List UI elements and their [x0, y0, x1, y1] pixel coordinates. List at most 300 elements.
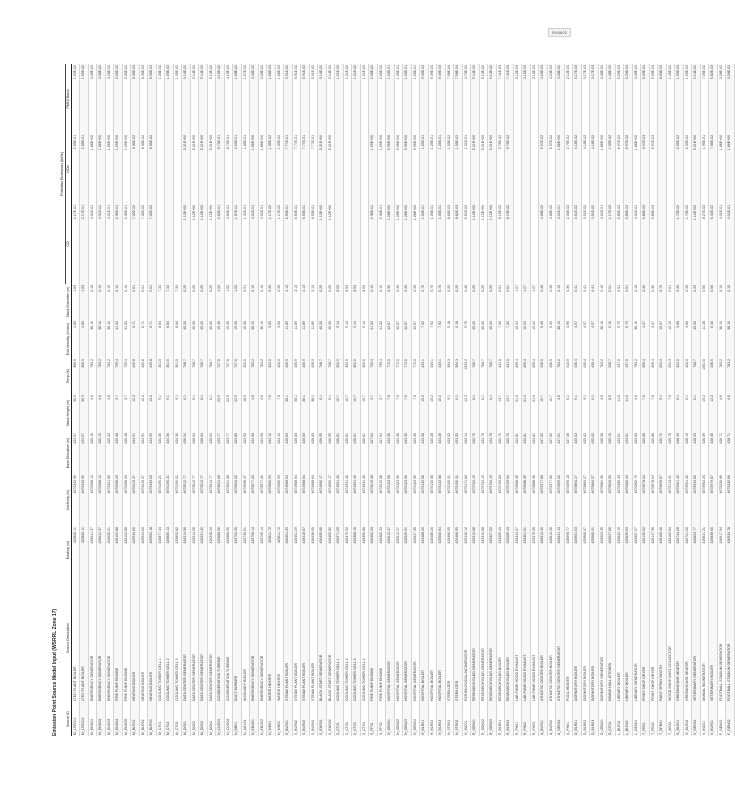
table-cell: 5.21E+00 [199, 134, 208, 204]
table-cell: 4.01E-01 [717, 204, 726, 284]
table-cell: 5.49 [547, 320, 556, 358]
table-cell: 4675621.08 [224, 474, 233, 526]
table-cell: 6.53E-01 [292, 204, 301, 284]
table-cell: 4674988.64 [284, 474, 293, 526]
table-cell: 7.98E-04 [445, 64, 454, 134]
table-cell: 1.59E-03 [683, 64, 692, 134]
table-cell: 18.3 [241, 394, 250, 432]
table-cell: 425.02 [581, 432, 590, 474]
table-cell: 4.01E-01 [105, 204, 114, 284]
table-caption: Emission Point Source Model Input (WSRRL Zone 17) [52, 608, 58, 736]
table-cell: 10.7 [343, 394, 352, 432]
table-cell: 0.25 [326, 284, 335, 320]
table-cell: 441.5 [505, 358, 514, 394]
table-cell: 1.05E-01 [437, 204, 446, 284]
table-cell: N_DB01 [233, 702, 242, 736]
table-body [71, 64, 734, 736]
table-cell: N_COG02 [224, 702, 233, 736]
table-cell: 1.39E-02 [275, 134, 284, 204]
table-cell: 4675702.19 [488, 474, 497, 526]
table-cell: 6.1 [207, 394, 216, 432]
table-cell: HOSPITAL GENERATOR [386, 574, 395, 702]
table-cell: 41.52 [122, 320, 131, 358]
table-row [216, 64, 225, 736]
table-cell: 783.2 [105, 358, 114, 394]
table-cell: 755.4 [377, 358, 386, 394]
table-cell: 1.21E-02 [352, 64, 361, 134]
table-cell: 427.04 [377, 432, 386, 474]
table-row [624, 64, 633, 736]
table-cell: 10.67 [658, 320, 667, 358]
table-cell: 38.10 [632, 320, 641, 358]
table-cell: 4675634.52 [233, 474, 242, 526]
table-cell: 426003.35 [598, 526, 607, 574]
table-cell: STERILIZER [454, 574, 463, 702]
col-pm: PM10 Basis [66, 64, 71, 134]
table-cell: 1.12E+00 [318, 204, 327, 284]
table-cell: F_GEN02 [726, 702, 735, 736]
table-cell: 426231.40 [199, 526, 208, 574]
table-cell: M_ENG04 [114, 702, 123, 736]
table-cell: 301.5 [165, 358, 174, 394]
table-cell: 426.95 [318, 432, 327, 474]
table-cell: 4.01E-01 [598, 204, 607, 284]
table-cell: 426214.56 [182, 526, 191, 574]
table-cell: 2.58E-01 [71, 134, 80, 204]
table-cell: HEATING BOILER [148, 574, 157, 702]
table-row [386, 64, 395, 736]
table-cell: 6.97E-03 [649, 134, 658, 204]
table-cell: M_LTEC02 [80, 702, 89, 736]
table-row [343, 64, 352, 736]
table-cell: M_CT02 [165, 702, 174, 736]
table-cell: 1.07 [513, 284, 522, 320]
table-cell: 426.83 [301, 432, 310, 474]
table-cell: 430.4 [581, 358, 590, 394]
table-cell: 425811.72 [275, 526, 284, 574]
table-cell: 0.51 [607, 284, 616, 320]
table-cell: 6.1 [318, 394, 327, 432]
table-cell: 425968.47 [581, 526, 590, 574]
table-cell: 8.53 [360, 284, 369, 320]
table-row [275, 64, 284, 736]
table-cell: 6.97E-03 [641, 134, 650, 204]
table-cell: 21.3 [513, 394, 522, 432]
table-cell: DINING HALL KITCHEN [607, 574, 616, 702]
table-cell: 1.86E+00 [598, 134, 607, 204]
table-cell: 0.76 [428, 284, 437, 320]
table-cell: 1.45E-02 [666, 64, 675, 134]
table-cell: 0.15 [717, 284, 726, 320]
table-cell: 0.30 [267, 284, 276, 320]
table-cell: 1.12E+00 [479, 204, 488, 284]
table-cell: N_ENG01 [250, 702, 259, 736]
table-cell: 1.28E+00 [403, 204, 412, 284]
table-cell: 302.0 [360, 358, 369, 394]
table-cell: 4674921.40 [352, 474, 361, 526]
table-cell: HEATING BOILER [131, 574, 140, 702]
table-cell: 2.12E-03 [564, 64, 573, 134]
table-row [666, 64, 675, 736]
table-cell: 5.29E-03 [615, 64, 624, 134]
table-cell: 4675688.35 [522, 474, 531, 526]
table-cell: 5.18 [445, 320, 454, 358]
table-cell: 4675150.31 [454, 474, 463, 526]
table-cell: 1.86E+00 [97, 134, 106, 204]
table-cell: 12.2 [139, 394, 148, 432]
table-row [165, 64, 174, 736]
table-cell: 295.4 [522, 358, 531, 394]
table-cell: 4674960.17 [326, 474, 335, 526]
table-cell: COGENERATION TURBINE [216, 574, 225, 702]
table-cell: 10.7 [360, 394, 369, 432]
table-row [309, 64, 318, 736]
table-cell: 12.2 [131, 394, 140, 432]
table-cell: 7.02E-02 [131, 204, 140, 284]
table-cell: 8.82E-03 [454, 204, 463, 284]
table-cell: 425702.35 [233, 526, 242, 574]
table-cell: 423.77 [216, 432, 225, 474]
table-cell: 9.14E-02 [199, 64, 208, 134]
table-cell: 9.1 [445, 394, 454, 432]
table-cell: 425.72 [658, 432, 667, 474]
table-cell: 425892.82 [173, 526, 182, 574]
table-cell: 0.10 [114, 284, 123, 320]
table-cell: EMERGENCY GENERATOR [105, 574, 114, 702]
table-cell: 4.18E-02 [590, 134, 599, 204]
table-cell: DATA CENTER GENERATOR [190, 574, 199, 702]
table-cell: 45.20 [326, 320, 335, 358]
table-cell: 5.96E+00 [411, 134, 420, 204]
table-cell: 7.32 [173, 284, 182, 320]
table-cell: 426.61 [343, 432, 352, 474]
table-cell: D_BLR03 [590, 702, 599, 736]
table-cell: 423.35 [394, 432, 403, 474]
table-cell: 449.8 [148, 358, 157, 394]
table-cell: 0.25 [199, 284, 208, 320]
table-cell: 19.45 [216, 320, 225, 358]
table-cell: 426821.21 [700, 526, 709, 574]
table-cell: 4675220.66 [726, 474, 735, 526]
table-cell: 436.5 [709, 358, 718, 394]
table-cell [513, 134, 522, 204]
table-cell: 3.28E-02 [97, 64, 106, 134]
table-cell: 8.73E-01 [224, 134, 233, 204]
table-cell: T_SPB01 [658, 702, 667, 736]
table-cell: 0.76 [420, 284, 429, 320]
table-cell [360, 204, 369, 284]
table-cell: 0.10 [377, 284, 386, 320]
table-cell: 425310.68 [479, 526, 488, 574]
table-cell: 428.33 [692, 432, 701, 474]
table-cell: 423.77 [224, 432, 233, 474]
table-row [641, 64, 650, 736]
table-cell: 772.0 [386, 358, 395, 394]
table-cell: 3.28E-02 [717, 64, 726, 134]
table-cell: 7.98E-04 [454, 64, 463, 134]
table-cell: V_GEN01 [692, 702, 701, 736]
table-cell: 0.20 [445, 284, 454, 320]
table-cell: 355.4 [649, 358, 658, 394]
table-cell: 10.7 [352, 394, 361, 432]
table-cell: 301.5 [173, 358, 182, 394]
table-cell: 426401.29 [284, 526, 293, 574]
table-cell: 45.20 [199, 320, 208, 358]
table-row [428, 64, 437, 736]
table-cell: 6.1 [479, 394, 488, 432]
table-cell: 4675512.77 [182, 474, 191, 526]
table-cell: 1.25E-01 [428, 134, 437, 204]
table-cell: 8.84 [165, 320, 174, 358]
table-cell: 7.6 [649, 394, 658, 432]
table-cell: 6.1 [488, 394, 497, 432]
table-cell: 426.61 [352, 432, 361, 474]
table-cell: 425466.95 [445, 526, 454, 574]
table-cell: 7.02E-02 [139, 204, 148, 284]
table-cell: 9.14E-02 [190, 64, 199, 134]
table-cell: H_GEN04 [411, 702, 420, 736]
table-cell: 1.41E-01 [241, 204, 250, 284]
table-cell: A_BLR02 [547, 702, 556, 736]
table-cell: 2.79E-02 [564, 134, 573, 204]
table-cell: 1.59E-03 [675, 64, 684, 134]
table-cell: 4.57 [573, 320, 582, 358]
table-row [675, 64, 684, 736]
table-cell: M_DG02 [190, 702, 199, 736]
table-cell: 0.61 [131, 284, 140, 320]
table-cell: 1.12E+00 [488, 204, 497, 284]
table-cell: 425440.12 [462, 526, 471, 574]
table-cell: S_ENG02 [326, 702, 335, 736]
table-cell: 6.71 [131, 320, 140, 358]
table-row [156, 64, 165, 736]
table-cell: 338.7 [607, 358, 616, 394]
table-cell: 1.52 [216, 284, 225, 320]
table-row [411, 64, 420, 736]
table-cell: 2.05E-02 [369, 64, 378, 134]
table-cell: 5.21E+00 [326, 134, 335, 204]
table-cell: 449.8 [139, 358, 148, 394]
table-cell: D_BLR02 [581, 702, 590, 736]
table-cell: 424.57 [71, 432, 80, 474]
table-cell: 768.7 [488, 358, 497, 394]
col-source-id: Source ID [66, 702, 71, 736]
table-cell: 7.6 [267, 394, 276, 432]
table-cell: 8.5 [607, 394, 616, 432]
table-cell: VETERINARY BOILER [709, 574, 718, 702]
table-row [573, 64, 582, 736]
table-cell: FIRE PUMP ENGINE [114, 574, 123, 702]
table-cell: RESEARCH BLDG GENERATOR [471, 574, 480, 702]
table-cell: 425310.68 [471, 526, 480, 574]
table-cell: 6.1 [190, 394, 199, 432]
table-cell: 0.25 [692, 284, 701, 320]
table-cell: 425688.90 [224, 526, 233, 574]
table-cell: H_BLR01 [420, 702, 429, 736]
table-cell: 5.96E+00 [403, 134, 412, 204]
table-cell: 11.6 [624, 394, 633, 432]
table-cell: 7.77E-01 [284, 134, 293, 204]
table-cell: M_DG01 [182, 702, 191, 736]
table-cell: 425289.43 [505, 526, 514, 574]
table-cell: 428.45 [709, 432, 718, 474]
table-cell: 2.36E-01 [369, 204, 378, 284]
table-cell: 0.61 [148, 284, 157, 320]
table-cell: 433.1 [437, 358, 446, 394]
table-row [437, 64, 446, 736]
table-cell: 8.36E-02 [148, 134, 157, 204]
table-cell: 0.30 [675, 284, 684, 320]
table-row [632, 64, 641, 736]
table-cell: 295.4 [513, 358, 522, 394]
table-cell: DORMITORY BOILER [590, 574, 599, 702]
table-cell: M_DG03 [199, 702, 208, 736]
table-cell: 0.25 [190, 284, 199, 320]
table-cell: 4675678.04 [649, 474, 658, 526]
table-cell: 4674988.64 [301, 474, 310, 526]
table-cell: 1.09E+00 [114, 134, 123, 204]
table-cell: 2.13 [284, 284, 293, 320]
table-cell: 426761.52 [683, 526, 692, 574]
table-cell [352, 204, 361, 284]
table-cell: 38.10 [88, 320, 97, 358]
col-temp: Temp (K) [66, 358, 71, 394]
table-cell: 42.67 [386, 320, 395, 358]
table-cell: 4675342.90 [80, 474, 89, 526]
table-cell: 4.01E-01 [97, 204, 106, 284]
table-cell: V_INC01 [700, 702, 709, 736]
table-cell: 2.05E-02 [122, 64, 131, 134]
table-cell: 4675171.84 [462, 474, 471, 526]
table-cell: FOOTBALL STADIUM GENERATOR [717, 574, 726, 702]
table-cell: EMERGENCY GENERATOR [250, 574, 259, 702]
table-cell: 426248.24 [207, 526, 216, 574]
table-cell: 3.64E-01 [216, 204, 225, 284]
table-cell: 426418.67 [301, 526, 310, 574]
table-cell: 436.5 [547, 358, 556, 394]
table-cell: 15.2 [437, 394, 446, 432]
table-cell: 4.15E-02 [224, 64, 233, 134]
table-cell: 5.29E-03 [624, 64, 633, 134]
table-cell: 5.85E-02 [615, 204, 624, 284]
table-cell: 294.3 [658, 358, 667, 394]
table-cell: 9.75 [462, 320, 471, 358]
table-row [539, 64, 548, 736]
table-cell: 422.76 [488, 432, 497, 474]
table-cell: 422.70 [496, 432, 505, 474]
table-cell: 7.32 [156, 284, 165, 320]
table-cell: D_GEN01 [598, 702, 607, 736]
table-cell: H_GEN02 [394, 702, 403, 736]
table-cell: V_BLR01 [709, 702, 718, 736]
table-cell: 426214.56 [190, 526, 199, 574]
table-cell: 755.4 [122, 358, 131, 394]
table-cell: 302.0 [352, 358, 361, 394]
table-cell: 4675103.96 [403, 474, 412, 526]
table-cell: 38.10 [726, 320, 735, 358]
table-cell: S_BLR03 [301, 702, 310, 736]
table-cell: 4.01E-01 [726, 204, 735, 284]
table-cell: 0.30 [275, 284, 284, 320]
table-cell: 436.5 [539, 358, 548, 394]
table-cell: 7.92 [428, 320, 437, 358]
table-cell: N_AUX01 [241, 702, 250, 736]
table-cell: 423.22 [445, 432, 454, 474]
table-cell: 4675560.93 [275, 474, 284, 526]
table-cell: DUCT BURNER [233, 574, 242, 702]
table-row [505, 64, 514, 736]
table-cell: 422.81 [522, 432, 531, 474]
table-cell: A_BLR01 [539, 702, 548, 736]
table-cell: STERILIZER [445, 574, 454, 702]
table-cell: 425.48 [114, 432, 123, 474]
table-cell: 7.41E-03 [505, 64, 514, 134]
table-cell: 4.68E-02 [547, 204, 556, 284]
table-cell: L_GEN01 [632, 702, 641, 736]
table-cell: 1.05E-01 [403, 64, 412, 134]
table-cell: RESEARCH BLDG BOILER [505, 574, 514, 702]
table-cell: 1.86E+00 [717, 134, 726, 204]
table-cell: 9.14 [360, 320, 369, 358]
table-cell: 4675688.35 [530, 474, 539, 526]
table-cell [522, 204, 531, 284]
table-cell: 7.6 [394, 394, 403, 432]
table-cell: 425735.61 [241, 526, 250, 574]
table-cell: 7.05E-02 [700, 64, 709, 134]
table-cell: 22.9 [224, 394, 233, 432]
table-cell: 10.7 [539, 394, 548, 432]
table-cell: 5.21E+00 [207, 134, 216, 204]
table-cell: 1.68E-02 [233, 64, 242, 134]
table-cell: ATHLETIC CENTER BOILER [539, 574, 548, 702]
table-cell: 9.1 [658, 394, 667, 432]
table-cell: 9.49E-03 [437, 64, 446, 134]
table-cell: 425811.72 [267, 526, 276, 574]
table-cell: 394.3 [454, 358, 463, 394]
table-cell: 10.7 [547, 394, 556, 432]
table-cell: 15.2 [420, 394, 429, 432]
table-cell: 5.57E-02 [539, 134, 548, 204]
table-cell: 6.97E-02 [615, 134, 624, 204]
emissions-table [60, 64, 735, 736]
table-cell: 4675702.19 [479, 474, 488, 526]
table-cell: 433.1 [428, 358, 437, 394]
table-cell: N_COG01 [216, 702, 225, 736]
table-cell: 8.36E-02 [139, 134, 148, 204]
table-cell: M_ENG02 [97, 702, 106, 736]
table-cell: 4675359.02 [556, 474, 565, 526]
table-cell: 2.13 [301, 284, 310, 320]
table-cell: R_BLR02 [505, 702, 514, 736]
table-cell: 1.09E+00 [377, 134, 386, 204]
table-cell: 426436.05 [309, 526, 318, 574]
table-cell: 4675901.42 [683, 474, 692, 526]
table-cell: 6.1 [564, 394, 573, 432]
table-cell: 1.21E-02 [335, 64, 344, 134]
table-cell: 1.17E-02 [275, 204, 284, 284]
table-cell: 4675962.24 [700, 474, 709, 526]
table-cell: 428.71 [726, 432, 735, 474]
table-cell: 1.05E-01 [386, 64, 395, 134]
table-cell: 4675395.18 [564, 474, 573, 526]
table-cell: 0.76 [658, 284, 667, 320]
table-cell: ATHLETIC CENTER BOILER [547, 574, 556, 702]
table-cell: 15.24 [522, 320, 531, 358]
table-cell: 768.7 [182, 358, 191, 394]
table-row [700, 64, 709, 736]
table-cell: 4675190.21 [156, 474, 165, 526]
table-row [530, 64, 539, 736]
